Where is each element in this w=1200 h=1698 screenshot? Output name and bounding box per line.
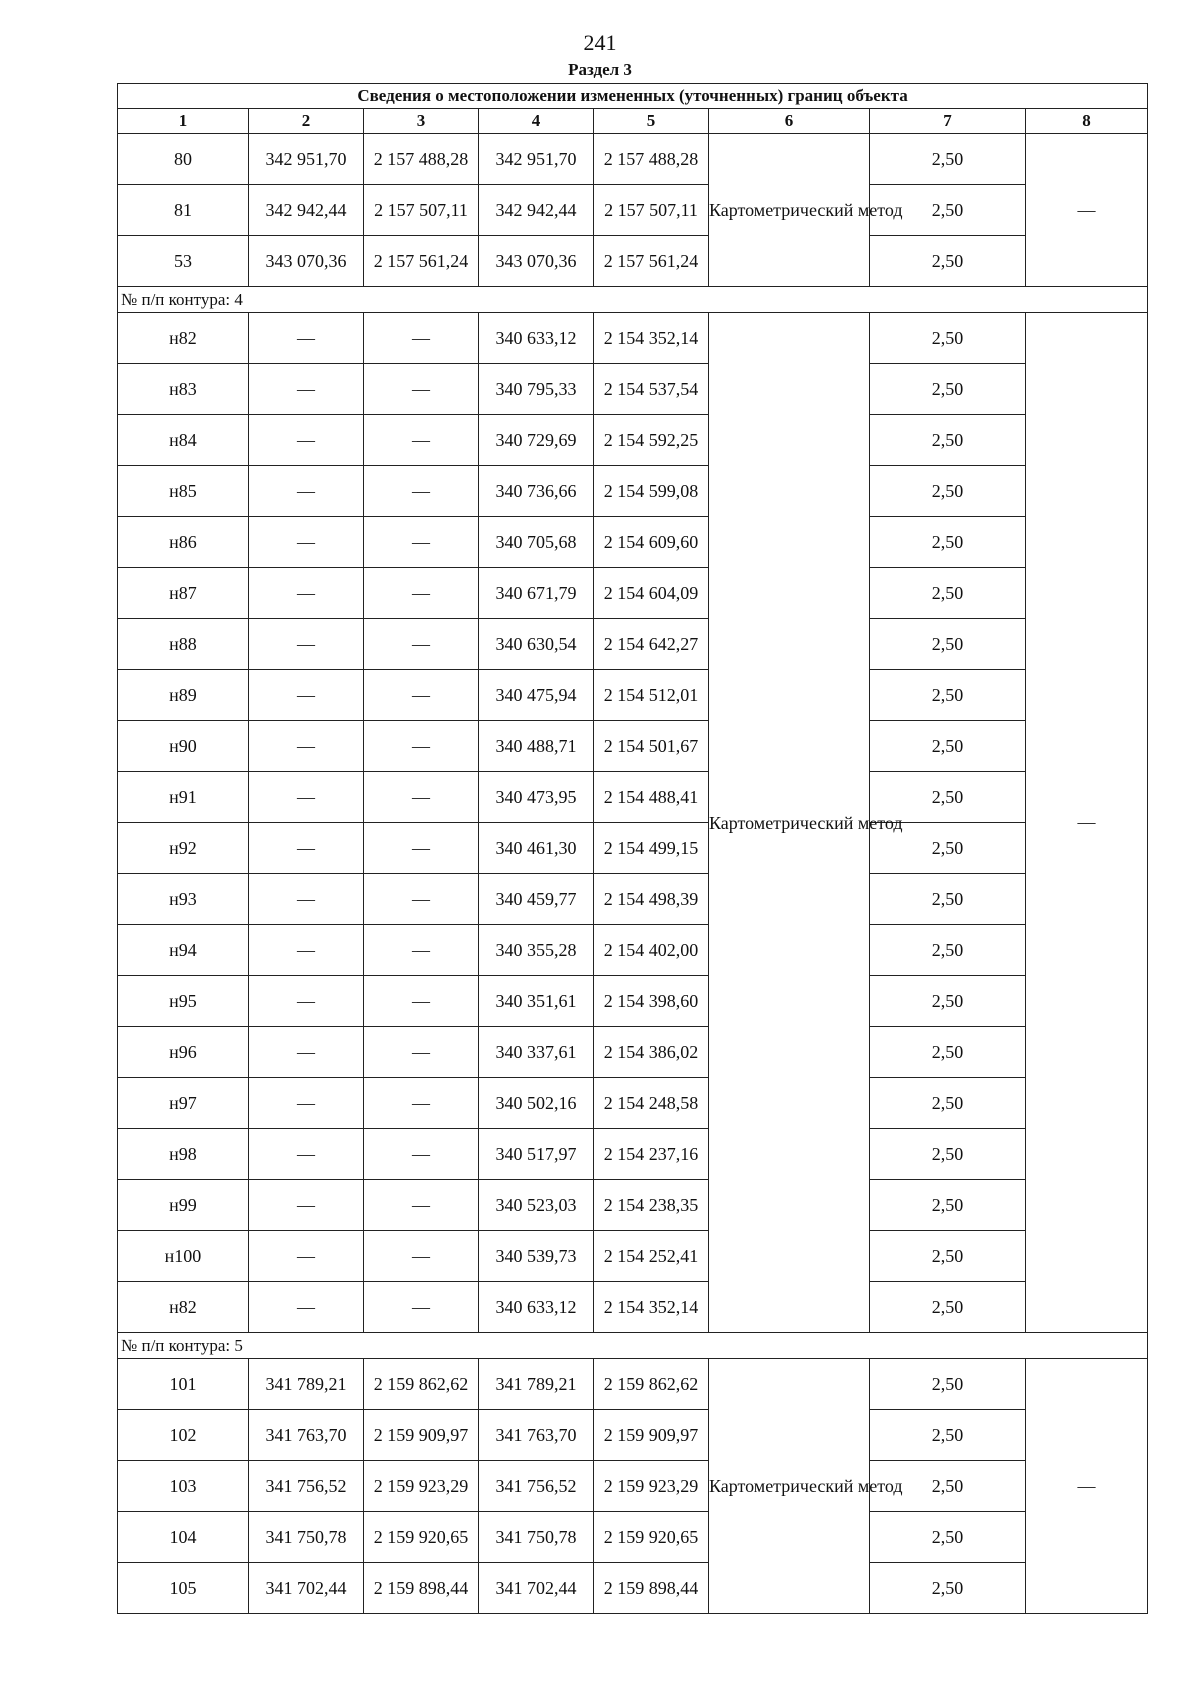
table-cell: 2 154 501,67	[594, 721, 709, 772]
column-number: 5	[594, 109, 709, 134]
table-row	[118, 772, 1148, 823]
table-row	[118, 1282, 1148, 1333]
table-cell: 2 154 488,41	[594, 772, 709, 823]
table-cell: 2 154 238,35	[594, 1180, 709, 1231]
table-row	[118, 1410, 1148, 1461]
accuracy-cell: 2,50	[870, 236, 1026, 287]
table-cell: —	[249, 1282, 364, 1333]
table-cell: —	[249, 1129, 364, 1180]
table-cell: —	[364, 823, 479, 874]
table-cell: 2 154 592,25	[594, 415, 709, 466]
table-cell: 340 633,12	[479, 313, 594, 364]
table-cell: 343 070,36	[479, 236, 594, 287]
page-number: 241	[583, 30, 617, 55]
accuracy-cell: 2,50	[870, 313, 1026, 364]
table-cell: —	[249, 823, 364, 874]
table-cell: —	[364, 1027, 479, 1078]
table-cell: —	[364, 721, 479, 772]
boundary-table	[117, 83, 1148, 1614]
column-number: 7	[870, 109, 1026, 134]
table-cell: 2 154 642,27	[594, 619, 709, 670]
table-cell: н88	[118, 619, 249, 670]
contour-label: № п/п контура: 4	[118, 287, 1148, 313]
table-cell: 2 154 498,39	[594, 874, 709, 925]
table-cell: —	[249, 415, 364, 466]
table-cell: 341 702,44	[479, 1563, 594, 1614]
contour-label: № п/п контура: 5	[118, 1333, 1148, 1359]
table-cell: 2 159 862,62	[364, 1359, 479, 1410]
table-cell: 102	[118, 1410, 249, 1461]
table-caption: Сведения о местоположении измененных (уточненных) границ объекта	[118, 84, 1148, 109]
table-cell: —	[364, 517, 479, 568]
accuracy-cell: 2,50	[870, 1512, 1026, 1563]
table-cell: 2 154 512,01	[594, 670, 709, 721]
table-row	[118, 1231, 1148, 1282]
column-8-cell: —	[1026, 134, 1148, 287]
table-cell: 2 159 920,65	[364, 1512, 479, 1563]
table-cell: —	[364, 1129, 479, 1180]
column-number: 8	[1026, 109, 1148, 134]
table-cell: н94	[118, 925, 249, 976]
table-cell: н83	[118, 364, 249, 415]
accuracy-cell: 2,50	[870, 874, 1026, 925]
table-cell: —	[249, 1231, 364, 1282]
table-cell: н99	[118, 1180, 249, 1231]
table-cell: 2 154 398,60	[594, 976, 709, 1027]
table-cell: 340 630,54	[479, 619, 594, 670]
table-row	[118, 1512, 1148, 1563]
table-cell: 340 671,79	[479, 568, 594, 619]
table-cell: 342 951,70	[249, 134, 364, 185]
accuracy-cell: 2,50	[870, 670, 1026, 721]
table-row	[118, 1129, 1148, 1180]
accuracy-cell: 2,50	[870, 517, 1026, 568]
table-row	[118, 415, 1148, 466]
table-cell: —	[249, 568, 364, 619]
contour-label-row	[118, 1333, 1148, 1359]
table-cell: 101	[118, 1359, 249, 1410]
table-cell: 2 159 920,65	[594, 1512, 709, 1563]
table-cell: —	[364, 925, 479, 976]
table-cell: 2 154 352,14	[594, 313, 709, 364]
table-cell: 340 473,95	[479, 772, 594, 823]
table-cell: н95	[118, 976, 249, 1027]
table-caption-row	[118, 84, 1148, 109]
accuracy-cell: 2,50	[870, 1129, 1026, 1180]
table-cell: 342 942,44	[479, 185, 594, 236]
table-cell: —	[364, 415, 479, 466]
column-number: 6	[709, 109, 870, 134]
table-row	[118, 721, 1148, 772]
table-cell: 2 154 609,60	[594, 517, 709, 568]
table-cell: 340 633,12	[479, 1282, 594, 1333]
table-cell: 340 736,66	[479, 466, 594, 517]
accuracy-cell: 2,50	[870, 1359, 1026, 1410]
table-cell: 2 157 561,24	[594, 236, 709, 287]
table-cell: 341 756,52	[479, 1461, 594, 1512]
table-cell: —	[249, 925, 364, 976]
accuracy-cell: 2,50	[870, 1410, 1026, 1461]
method-cell: Картометрический метод	[709, 313, 870, 1333]
table-cell: —	[249, 1180, 364, 1231]
table-cell: 341 750,78	[479, 1512, 594, 1563]
table-cell: 2 154 499,15	[594, 823, 709, 874]
column-number: 3	[364, 109, 479, 134]
accuracy-cell: 2,50	[870, 466, 1026, 517]
table-cell: н84	[118, 415, 249, 466]
table-cell: —	[249, 364, 364, 415]
accuracy-cell: 2,50	[870, 1027, 1026, 1078]
table-cell: —	[364, 313, 479, 364]
table-cell: —	[249, 1078, 364, 1129]
table-cell: 2 154 402,00	[594, 925, 709, 976]
column-number-row	[118, 109, 1148, 134]
table-row	[118, 925, 1148, 976]
accuracy-cell: 2,50	[870, 619, 1026, 670]
accuracy-cell: 2,50	[870, 1231, 1026, 1282]
table-cell: н97	[118, 1078, 249, 1129]
table-row	[118, 364, 1148, 415]
accuracy-cell: 2,50	[870, 185, 1026, 236]
table-row	[118, 976, 1148, 1027]
table-cell: н82	[118, 1282, 249, 1333]
table-cell: 343 070,36	[249, 236, 364, 287]
table-row	[118, 236, 1148, 287]
table-row	[118, 313, 1148, 364]
table-cell: 2 157 507,11	[594, 185, 709, 236]
table-cell: н96	[118, 1027, 249, 1078]
table-cell: 340 351,61	[479, 976, 594, 1027]
column-number: 1	[118, 109, 249, 134]
accuracy-cell: 2,50	[870, 823, 1026, 874]
table-cell: 2 159 862,62	[594, 1359, 709, 1410]
table-cell: 340 337,61	[479, 1027, 594, 1078]
table-cell: —	[364, 976, 479, 1027]
table-cell: 2 157 488,28	[364, 134, 479, 185]
table-cell: 2 154 537,54	[594, 364, 709, 415]
accuracy-cell: 2,50	[870, 134, 1026, 185]
accuracy-cell: 2,50	[870, 925, 1026, 976]
method-cell: Картометрический метод	[709, 134, 870, 287]
table-cell: н93	[118, 874, 249, 925]
column-number: 2	[249, 109, 364, 134]
table-cell: 2 157 507,11	[364, 185, 479, 236]
contour-label-row	[118, 287, 1148, 313]
table-cell: —	[249, 313, 364, 364]
table-cell: 53	[118, 236, 249, 287]
table-cell: 341 763,70	[479, 1410, 594, 1461]
table-cell: —	[364, 364, 479, 415]
table-cell: н100	[118, 1231, 249, 1282]
table-cell: 340 795,33	[479, 364, 594, 415]
table-cell: —	[249, 670, 364, 721]
table-cell: —	[364, 568, 479, 619]
accuracy-cell: 2,50	[870, 364, 1026, 415]
table-cell: 2 154 599,08	[594, 466, 709, 517]
table-cell: 341 789,21	[249, 1359, 364, 1410]
table-cell: 2 154 252,41	[594, 1231, 709, 1282]
table-cell: 341 750,78	[249, 1512, 364, 1563]
table-cell: 104	[118, 1512, 249, 1563]
table-cell: —	[249, 874, 364, 925]
accuracy-cell: 2,50	[870, 1180, 1026, 1231]
accuracy-cell: 2,50	[870, 976, 1026, 1027]
accuracy-cell: 2,50	[870, 721, 1026, 772]
table-cell: н85	[118, 466, 249, 517]
accuracy-cell: 2,50	[870, 1563, 1026, 1614]
section-title: Раздел 3	[568, 60, 632, 79]
table-cell: —	[364, 1078, 479, 1129]
table-cell: 340 705,68	[479, 517, 594, 568]
table-row	[118, 134, 1148, 185]
table-row	[118, 185, 1148, 236]
table-cell: —	[364, 1282, 479, 1333]
table-cell: —	[249, 1027, 364, 1078]
accuracy-cell: 2,50	[870, 568, 1026, 619]
table-cell: н90	[118, 721, 249, 772]
table-cell: 2 159 923,29	[364, 1461, 479, 1512]
table-cell: —	[364, 1180, 479, 1231]
table-cell: н89	[118, 670, 249, 721]
table-row	[118, 619, 1148, 670]
table-cell: —	[364, 1231, 479, 1282]
table-cell: 105	[118, 1563, 249, 1614]
table-cell: 341 789,21	[479, 1359, 594, 1410]
table-cell: н92	[118, 823, 249, 874]
table-row	[118, 1078, 1148, 1129]
table-row	[118, 1461, 1148, 1512]
table-cell: 80	[118, 134, 249, 185]
table-row	[118, 466, 1148, 517]
table-cell: 2 154 386,02	[594, 1027, 709, 1078]
table-cell: 2 159 898,44	[594, 1563, 709, 1614]
table-cell: —	[364, 874, 479, 925]
table-cell: —	[249, 517, 364, 568]
table-cell: 341 756,52	[249, 1461, 364, 1512]
table-cell: —	[249, 772, 364, 823]
accuracy-cell: 2,50	[870, 1282, 1026, 1333]
table-cell: 342 951,70	[479, 134, 594, 185]
table-cell: 81	[118, 185, 249, 236]
table-cell: 340 523,03	[479, 1180, 594, 1231]
table-cell: 340 729,69	[479, 415, 594, 466]
table-cell: 341 702,44	[249, 1563, 364, 1614]
table-cell: 342 942,44	[249, 185, 364, 236]
table-cell: н98	[118, 1129, 249, 1180]
accuracy-cell: 2,50	[870, 415, 1026, 466]
table-row	[118, 1563, 1148, 1614]
table-row	[118, 1027, 1148, 1078]
table-row	[118, 823, 1148, 874]
table-cell: 2 154 604,09	[594, 568, 709, 619]
column-8-cell: —	[1026, 1359, 1148, 1614]
table-cell: —	[364, 619, 479, 670]
accuracy-cell: 2,50	[870, 772, 1026, 823]
table-cell: 340 459,77	[479, 874, 594, 925]
table-cell: —	[364, 466, 479, 517]
table-cell: —	[364, 772, 479, 823]
method-cell: Картометрический метод	[709, 1359, 870, 1614]
table-row	[118, 568, 1148, 619]
table-cell: 2 157 561,24	[364, 236, 479, 287]
table-cell: 2 154 352,14	[594, 1282, 709, 1333]
table-cell: 2 154 237,16	[594, 1129, 709, 1180]
table-cell: н91	[118, 772, 249, 823]
table-cell: н82	[118, 313, 249, 364]
table-cell: 340 355,28	[479, 925, 594, 976]
table-cell: н86	[118, 517, 249, 568]
column-number: 4	[479, 109, 594, 134]
table-cell: н87	[118, 568, 249, 619]
table-row	[118, 670, 1148, 721]
accuracy-cell: 2,50	[870, 1078, 1026, 1129]
table-cell: 103	[118, 1461, 249, 1512]
table-cell: 341 763,70	[249, 1410, 364, 1461]
table-cell: 2 157 488,28	[594, 134, 709, 185]
table-cell: —	[249, 721, 364, 772]
table-cell: 340 539,73	[479, 1231, 594, 1282]
table-row	[118, 874, 1148, 925]
table-cell: —	[249, 619, 364, 670]
table-cell: 340 488,71	[479, 721, 594, 772]
table-cell: 2 159 909,97	[594, 1410, 709, 1461]
table-cell: 340 517,97	[479, 1129, 594, 1180]
table-row	[118, 1180, 1148, 1231]
table-cell: —	[364, 670, 479, 721]
table-row	[118, 517, 1148, 568]
table-cell: 340 475,94	[479, 670, 594, 721]
table-cell: 340 502,16	[479, 1078, 594, 1129]
table-cell: 2 159 909,97	[364, 1410, 479, 1461]
table-cell: 2 159 923,29	[594, 1461, 709, 1512]
table-cell: —	[249, 466, 364, 517]
column-8-cell: —	[1026, 313, 1148, 1333]
table-cell: —	[249, 976, 364, 1027]
table-cell: 340 461,30	[479, 823, 594, 874]
accuracy-cell: 2,50	[870, 1461, 1026, 1512]
table-row	[118, 1359, 1148, 1410]
table-cell: 2 154 248,58	[594, 1078, 709, 1129]
table-cell: 2 159 898,44	[364, 1563, 479, 1614]
